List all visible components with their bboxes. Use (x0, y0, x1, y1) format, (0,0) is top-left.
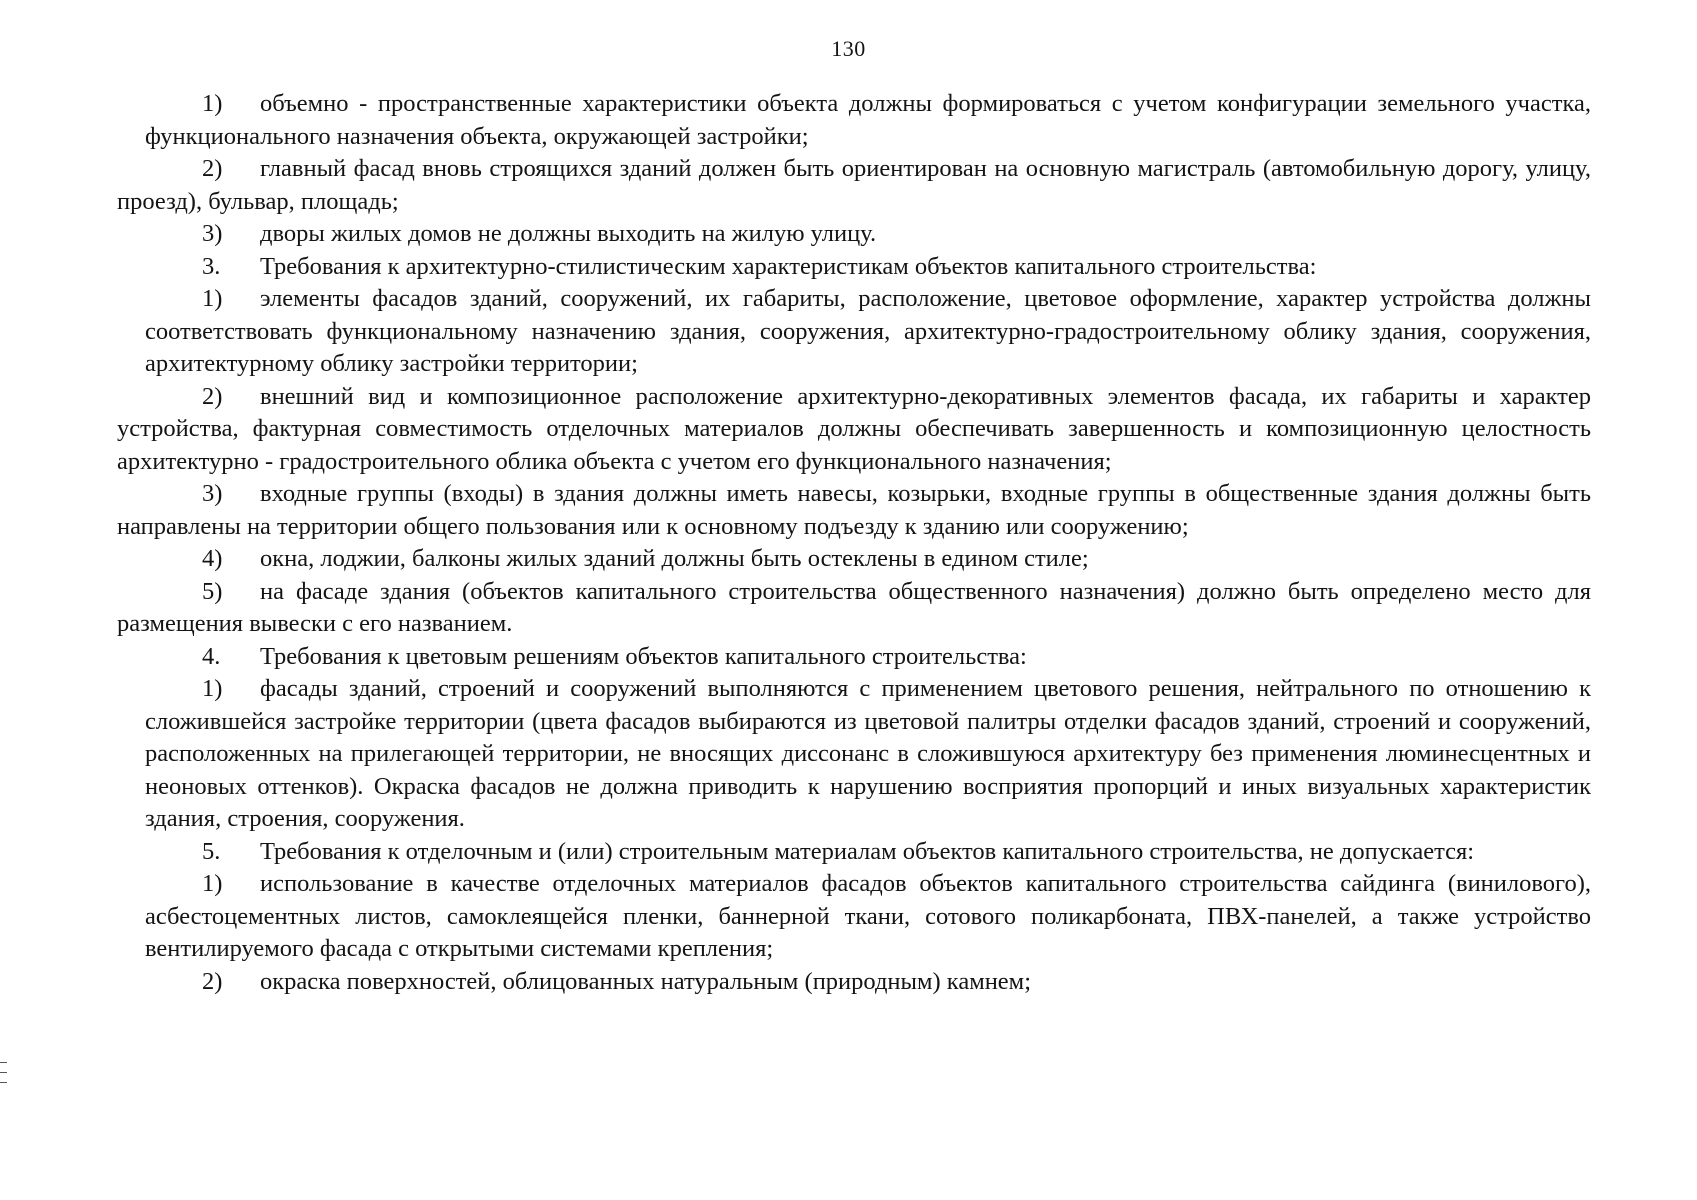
paragraph (117, 673, 1591, 836)
paragraph-number: 2) (202, 382, 223, 410)
document-body (117, 88, 1591, 998)
margin-scan-mark (0, 1062, 7, 1098)
page-number: 130 (831, 36, 866, 61)
paragraph-text: окна, лоджии, балконы жилых зданий должны быть остеклены в едином стиле; (260, 545, 1089, 572)
paragraph (117, 543, 1591, 576)
paragraph-text: Требования к цветовым решениям объектов капитального строительства: (260, 642, 1027, 670)
paragraph (117, 381, 1591, 479)
paragraph-text: окраска поверхностей, облицованных натуральным (природным) камнем; (260, 967, 1031, 995)
paragraph-text: фасады зданий, строений и сооружений выполняются с применением цветового решения, нейтрального по отношению к сложившейся застройке территории (цвета фасадов выбираются из цветовой палитры отделки фасадов зданий, строений и сооружений, расположенных на прилегающей территории, не вносящих диссонанс в сложившуюся архитектуру без применения люминесцентных и неоновых оттенков). Окраска фасадов не должна приводить к нарушению восприятия пропорций и иных визуальных характеристик здания, строения, сооружения. (145, 675, 1591, 832)
paragraph-number: 1) (202, 90, 223, 117)
paragraph (117, 478, 1591, 543)
paragraph-text: Требования к отделочным и (или) строительным материалам объектов капитального строительства, не допускается: (260, 837, 1475, 865)
paragraph-number: 5. (202, 837, 221, 865)
paragraph-text: использование в качестве отделочных материалов фасадов объектов капитального строительства сайдинга (винилового), асбестоцементных листов, самоклеящейся пленки, баннерной ткани, сотового поликарбоната, ПВХ-панелей, а также устройство вентилируемого фасада с открытыми системами крепления; (145, 870, 1591, 962)
paragraph (117, 88, 1591, 153)
paragraph-number: 2) (202, 967, 223, 995)
paragraph-number: 3) (202, 480, 223, 507)
paragraph-text: объемно - пространственные характеристики объекта должны формироваться с учетом конфигурации земельного участка, функционального назначения объекта, окружающей застройки; (145, 90, 1591, 150)
paragraph (117, 283, 1591, 381)
paragraph-number: 1) (202, 675, 223, 702)
paragraph-number: 1) (202, 870, 223, 897)
paragraph-text: дворы жилых домов не должны выходить на жилую улицу. (260, 220, 877, 247)
paragraph (117, 218, 1591, 251)
paragraph-text: Требования к архитектурно-стилистическим характеристикам объектов капитального строительства: (260, 252, 1317, 280)
paragraph-text: на фасаде здания (объектов капитального строительства общественного назначения) должно быть определено место для размещения вывески с его названием. (117, 577, 1591, 637)
paragraph-number: 3) (202, 220, 223, 247)
paragraph (117, 966, 1591, 999)
paragraph (117, 576, 1591, 641)
paragraph-number: 3. (202, 252, 221, 280)
paragraph-number: 4) (202, 545, 223, 572)
paragraph-text: главный фасад вновь строящихся зданий должен быть ориентирован на основную магистраль (автомобильную дорогу, улицу, проезд), бульвар, площадь; (117, 155, 1591, 215)
paragraph-text: внешний вид и композиционное расположение архитектурно-декоративных элементов фасада, их габариты и характер устройства, фактурная совместимость отделочных материалов должны обеспечивать завершенность и композиционную целостность архитектурно - градостроительного облика объекта с учетом его функционального назначения; (117, 382, 1591, 475)
paragraph-text: элементы фасадов зданий, сооружений, их габариты, расположение, цветовое оформление, характер устройства должны соответствовать функциональному назначению здания, сооружения, архитектурно-градостроительному облику здания, сооружения, архитектурному облику застройки территории; (145, 285, 1591, 377)
paragraph (117, 641, 1591, 674)
paragraph (117, 251, 1591, 284)
paragraph-number: 1) (202, 285, 223, 312)
paragraph (117, 868, 1591, 966)
paragraph (117, 836, 1591, 869)
paragraph-number: 2) (202, 155, 223, 182)
paragraph (117, 153, 1591, 218)
paragraph-number: 5) (202, 577, 223, 605)
paragraph-text: входные группы (входы) в здания должны иметь навесы, козырьки, входные группы в общественные здания должны быть направлены на территории общего пользования или к основному подъезду к зданию или сооружению; (117, 480, 1591, 540)
paragraph-number: 4. (202, 642, 221, 670)
